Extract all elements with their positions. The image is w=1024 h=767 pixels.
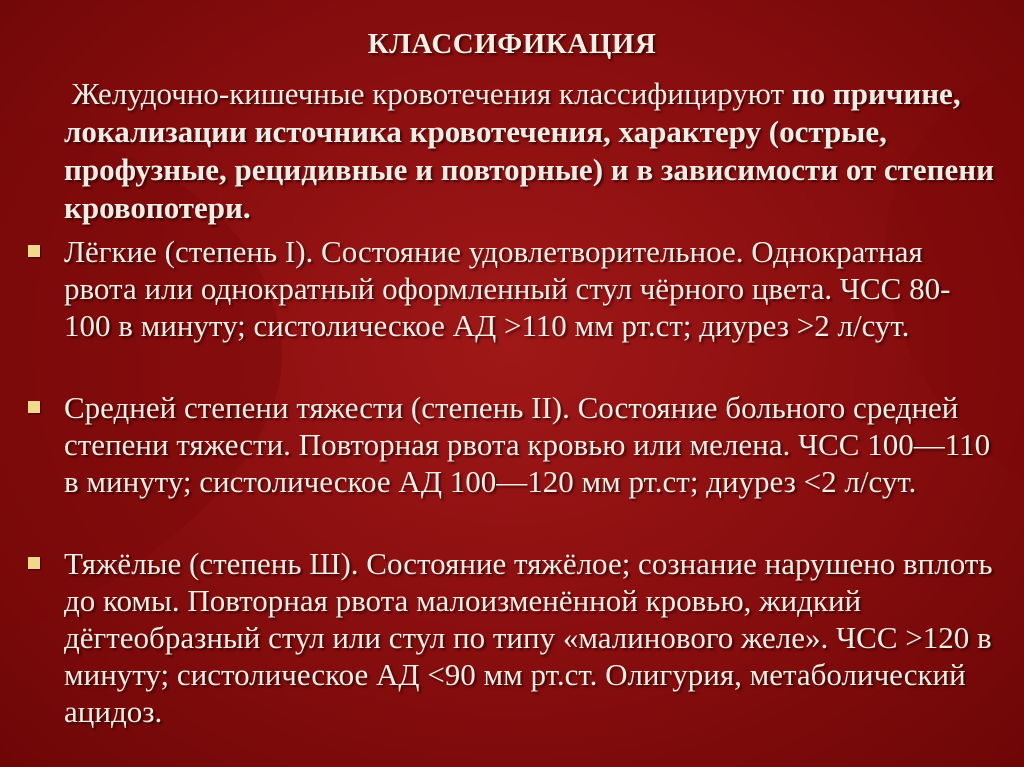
square-bullet-icon bbox=[28, 245, 40, 257]
slide-title: КЛАССИФИКАЦИЯ bbox=[367, 28, 657, 60]
bullet-item-2 bbox=[64, 389, 994, 500]
square-bullet-icon bbox=[28, 401, 40, 413]
square-bullet-icon bbox=[28, 557, 40, 569]
intro-paragraph bbox=[64, 75, 994, 227]
bullet-item-1 bbox=[64, 233, 994, 344]
bullet-text: Тяжёлые (степень Ш). Состояние тяжёлое; сознание нарушено вплоть до комы. Повторная рвота малоизменённой кровью, жидкий дёгтеобразный стул или стул по типу «малинового желе». ЧСС >120 в минуту; систолическое АД <90 мм рт.ст. Олигурия, метаболический ацидоз. bbox=[64, 546, 993, 729]
bullet-item-3 bbox=[64, 545, 994, 730]
intro-bold: по причине, локализации источника кровотечения, характеру (острые, профузные, рецидивные и повторные) и в зависимости от степени кровопотери. bbox=[64, 76, 995, 225]
bullet-text: Средней степени тяжести (степень II). Состояние больного средней степени тяжести. Повторная рвота кровью или мелена. ЧСС 100—110 в минуту; систолическое АД 100—120 мм рт.ст; диурез <2 л/сут. bbox=[64, 390, 991, 499]
bullet-text: Лёгкие (степень I). Состояние удовлетворительное. Однократная рвота или однократный оформленный стул чёрного цвета. ЧСС 80-100 в минуту; систолическое АД >110 мм рт.ст; диурез >2 л/сут. bbox=[64, 234, 951, 343]
intro-lead: Желудочно-кишечные кровотечения классифицируют bbox=[71, 76, 792, 111]
